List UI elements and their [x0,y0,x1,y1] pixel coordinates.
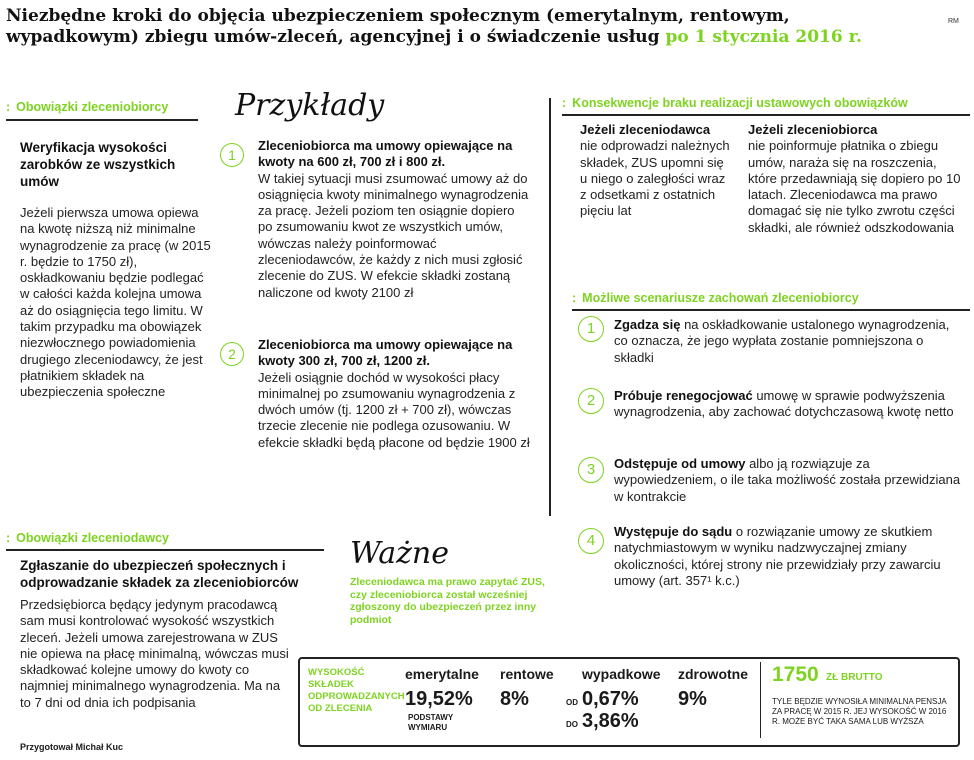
scenario-bold: Odstępuje od umowy [614,456,746,471]
scenario-bold: Występuje do sądu [614,524,733,539]
example-item [258,337,530,451]
scenario-text: umowę w sprawie podwyższenia wynagrodzenia, aby zachować dotychczasową kwotę netto [614,388,954,420]
scenario-item [614,317,966,366]
example-text: Jeżeli osiągnie dochód w wysokości płacy minimalnej po zsumowaniu wynagrodzenia z dwóch umów (tj. 1200 zł + 700 zł), wówczas trzecie zlecenie nie podlega ozusowaniu. W efekcie składki będą płacone od będzie 1900 zł [258,369,530,450]
obligations-employer-text: Przedsiębiorca będący jedynym pracodawcą sam musi kontrolować wysokość wszystkich zleceń. Jeżeli umowa zarejestrowana w ZUS nie opiewa na płacę minimalną, wówczas musi składkować kolejne umowy do kwoty co najmniej minimalnego wynagrodzenia. Ma na to 7 dni od dnia ich podpisania [20,597,289,710]
example-text: W takiej sytuacji musi zsumować umowy aż do osiągnięcia kwoty minimalnego wynagrodzenia za pracę. Jeżeli poziom ten osiągnie dopiero po zsumowaniu kwot ze wszystkich umów, wówczas należy poinformować zleceniodawców, że każdy z nich musi zgłosić zlecenie do ZUS. W efekcie składki zostaną naliczone od kwoty 2100 zł [258,170,529,300]
scenario-text: o rozwiązanie umowy ze skutkiem natychmiastowym w wyniku nadzwyczajnej zmiany okoliczności, której strony nie przewidziały przy zawarciu umowy (art. 357¹ k.c.) [614,524,941,588]
example-number: 2 [220,342,244,366]
title-highlight: po 1 stycznia 2016 r. [665,27,862,47]
obligations-contractor-heading: Weryfikacja wysokości zarobków ze wszystkich umów [20,140,176,189]
section-obligations-employer: : Obowiązki zleceniodawcy [6,531,169,545]
rate-label: wypadkowe [582,666,661,682]
example-heading: Zleceniobiorca ma umowy opiewające na kwoty na 600 zł, 700 zł i 800 zł. [258,138,513,170]
scenario-number: 3 [578,457,604,483]
scenario-number: 1 [578,316,604,342]
important-title: Ważne [350,536,449,571]
example-item [258,138,530,301]
consequences-col1-text: nie odprowadzi należnych składek, ZUS upomni się u niego o zaległości wraz z odsetkami z ostatnich pięciu lat [580,138,730,219]
brutto-value: 1750 [772,663,819,686]
brutto-unit: ZŁ BRUTTO [826,672,883,683]
section-consequences: : Konsekwencje braku realizacji ustawowych obowiązków [562,96,908,110]
section-scenarios: : Możliwe scenariusze zachowań zleceniobiorcy [572,291,859,305]
credit: Przygotował Michał Kuc [20,742,124,752]
scenario-bold: Zgadza się [614,317,681,332]
rate-value: 9% [678,688,707,710]
box-divider [760,662,761,738]
important-text: Zleceniodawca ma prawo zapytać ZUS, czy zleceniobiorca został wcześniej zgłoszony do ubezpieczeń przez inny podmiot [350,576,545,626]
rate-note: PODSTAWY WYMIARU [408,713,454,732]
rate-prefix: OD [566,698,578,707]
brutto-note: TYLE BĘDZIE WYNOSIŁA MINIMALNA PENSJA ZA PRACĘ W 2015 R. JEJ WYSOKOŚĆ W 2016 R. MOŻE BYĆ TAKA SAMA LUB WYŻSZA [772,697,947,726]
example-number: 1 [220,143,244,167]
scenario-item [614,456,966,505]
example-heading: Zleceniobiorca ma umowy opiewające na kwoty 300 zł, 700 zł, 1200 zł. [258,337,513,369]
examples-title: Przykłady [235,88,385,123]
divider [572,309,970,311]
rate-label: zdrowotne [678,666,748,682]
obligations-contractor-text: Jeżeli pierwsza umowa opiewa na kwotę niższą niż minimalne wynagrodzenie za pracę (w 2015 r. będzie to 1750 zł), oskładkowaniu będzie podlegać w całości każda kolejna umowa aż do osiągnięcia tego limitu. W takim przypadku ma obowiązek niezwłocznego powiadomienia drugiego zleceniodawcy, że jest płatnikiem składek na ubezpieczenia społeczne [20,205,211,400]
divider [6,119,198,121]
divider [562,114,970,116]
scenario-text: albo ją rozwiązuje za wypowiedzeniem, o ile taka możliwość została przewidziana w kontrakcie [614,456,961,504]
obligations-employer-heading: Zgłaszanie do ubezpieczeń społecznych i odprowadzanie składek za zleceniobiorców [20,558,299,590]
scenario-bold: Próbuje renegocjować [614,388,753,403]
rate-value: 19,52% [405,688,473,710]
scenario-number: 2 [578,388,604,414]
rate-value: 8% [500,688,529,710]
page-title [6,6,906,48]
rm-mark: RM [948,18,959,25]
consequences-contractee-col [748,122,966,236]
rate-label: emerytalne [405,666,479,682]
scenario-number: 4 [578,528,604,554]
consequences-contractor-col [580,122,730,220]
consequences-col2-text: nie poinformuje płatnika o zbiegu umów, naraża się na roszczenia, które przedawniają się dopiero po 10 latach. Zleceniodawca ma prawo domagać się nie tylko zwrotu części składki, ale również odszkodowania [748,138,961,235]
rates-label: WYSOKOŚĆ SKŁADEK ODPROWADZANYCH OD ZLECENIA [308,667,405,714]
rate-label: rentowe [500,666,554,682]
section-obligations-contractor: : Obowiązki zleceniobiorcy [6,100,168,114]
scenario-item [614,524,970,589]
divider [6,549,324,551]
rate-value: 0,67% [582,688,639,710]
rate-value: 3,86% [582,710,639,732]
title-main: Niezbędne kroki do objęcia ubezpieczeniem społecznym (emerytalnym, rentowym, wypadkowym) zbiegu umów-zleceń, agencyjnej i o świadczenie usług [6,6,790,47]
scenario-text: na oskładkowanie ustalonego wynagrodzenia, co oznacza, że jego wypłata zostanie pomniejszona o składki [614,317,950,365]
rate-prefix: DO [566,720,578,729]
scenario-item [614,388,966,421]
column-divider [549,98,551,516]
consequences-col2-heading: Jeżeli zleceniobiorca [748,122,878,137]
consequences-col1-heading: Jeżeli zleceniodawca [580,122,711,137]
